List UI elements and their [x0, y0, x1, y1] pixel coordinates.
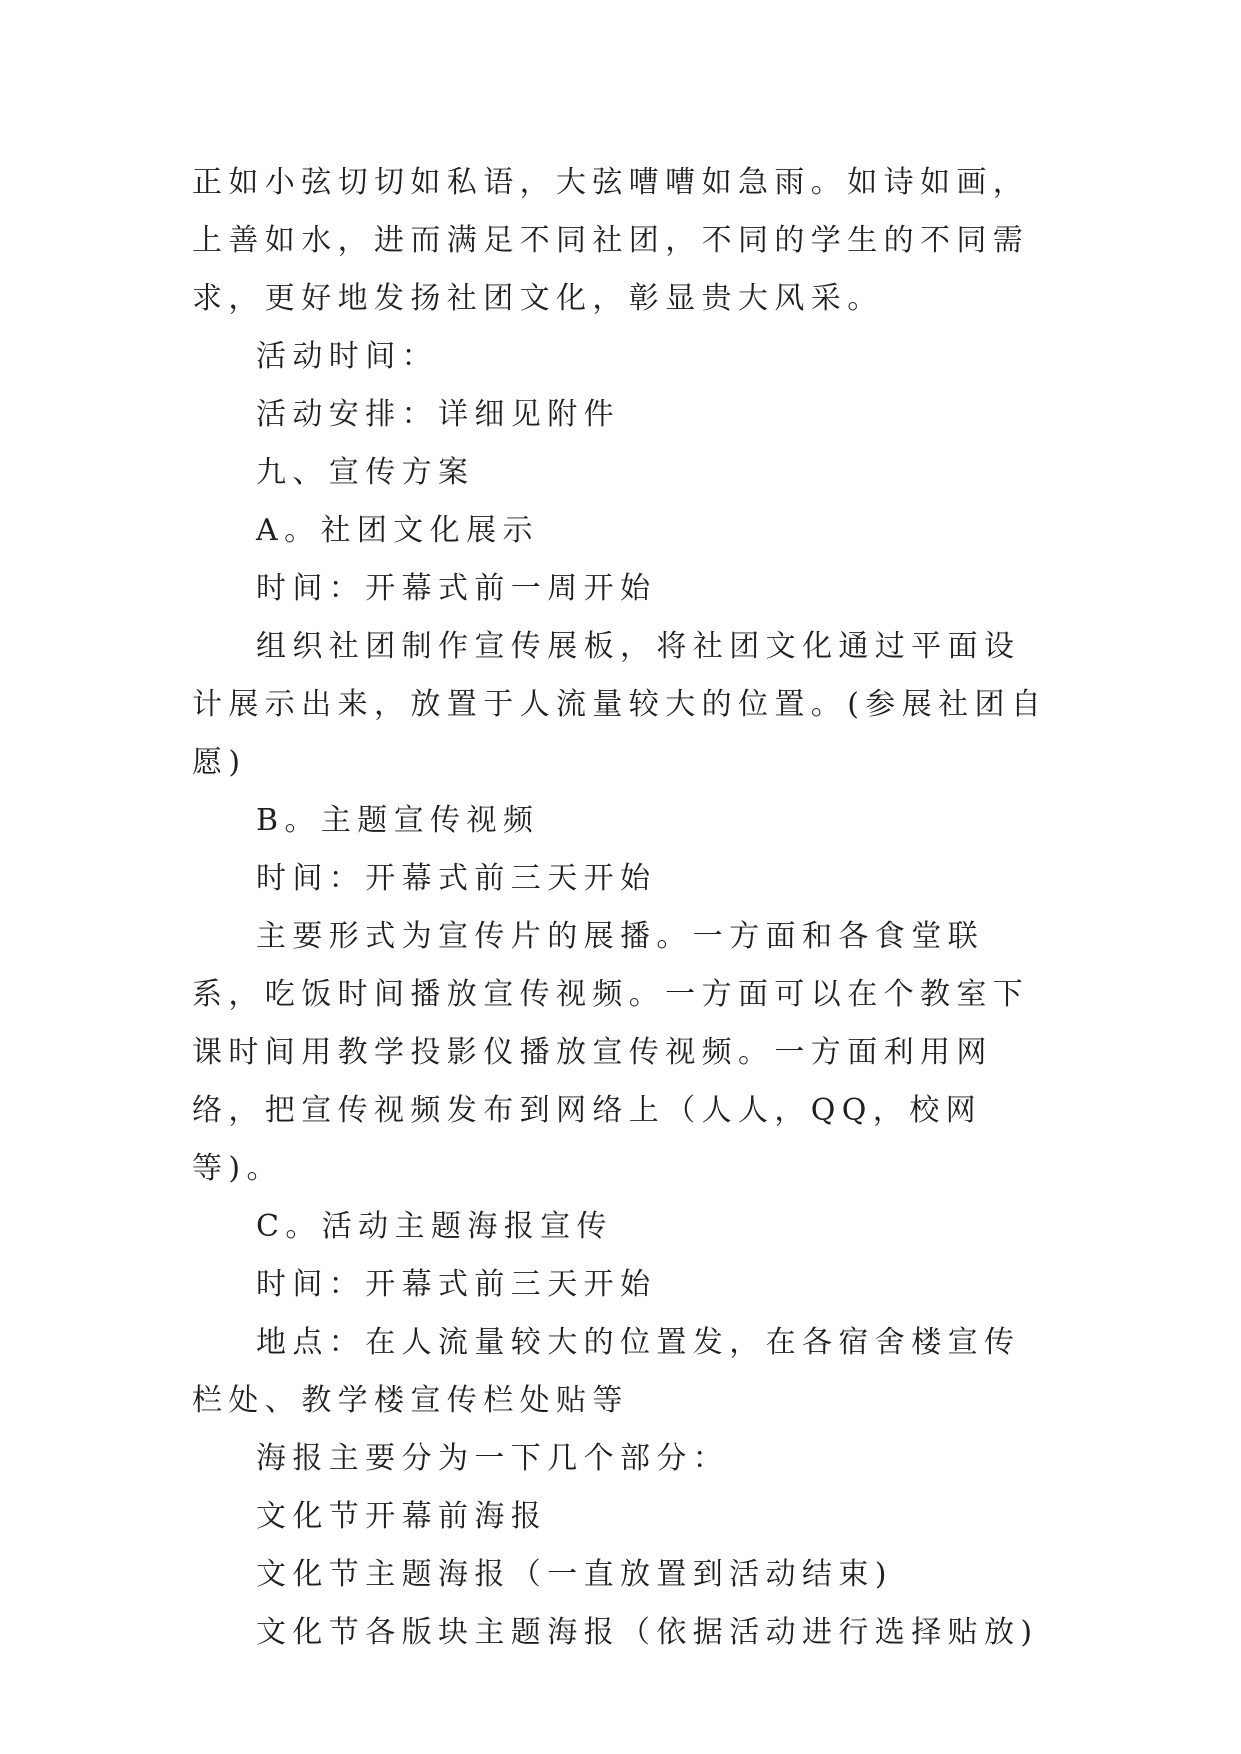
list-item-poster-3: 文化节各版块主题海报（依据活动进行选择贴放) [256, 1615, 1039, 1650]
paragraph-c-location: 地点：在人流量较大的位置发，在各宿舍楼宣传栏处、教学楼宣传栏处贴等 [192, 1325, 1021, 1418]
paragraph-activity-arrangement: 活动安排：详细见附件 [256, 397, 620, 432]
paragraph-c-time: 时间：开幕式前三天开始 [256, 1267, 657, 1302]
list-item-poster-1: 文化节开幕前海报 [256, 1499, 548, 1534]
document-body [192, 154, 1052, 1662]
list-item-poster-2: 文化节主题海报（一直放置到活动结束) [256, 1557, 893, 1592]
section-heading-promotion-plan: 九、宣传方案 [256, 455, 475, 490]
subheading-a: A。社团文化展示 [256, 513, 539, 548]
paragraph-a-body: 组织社团制作宣传展板，将社团文化通过平面设计展示出来，放置于人流量较大的位置。(参展社团自愿) [192, 629, 1048, 780]
paragraph-activity-time: 活动时间： [256, 339, 438, 374]
paragraph-a-time: 时间：开幕式前一周开始 [256, 571, 657, 606]
paragraph-poster-parts: 海报主要分为一下几个部分： [256, 1441, 730, 1476]
paragraph-b-body: 主要形式为宣传片的展播。一方面和各食堂联系，吃饭时间播放宣传视频。一方面可以在个教室下课时间用教学投影仪播放宣传视频。一方面利用网络，把宣传视频发布到网络上（人人，QQ，校网等)。 [192, 919, 1030, 1186]
paragraph-continuation: 正如小弦切切如私语，大弦嘈嘈如急雨。如诗如画，上善如水，进而满足不同社团，不同的学生的不同需求，更好地发扬社团文化，彰显贵大风采。 [192, 165, 1030, 316]
subheading-c: C。活动主题海报宣传 [256, 1209, 613, 1244]
subheading-b: B。主题宣传视频 [256, 803, 540, 838]
paragraph-b-time: 时间：开幕式前三天开始 [256, 861, 657, 896]
